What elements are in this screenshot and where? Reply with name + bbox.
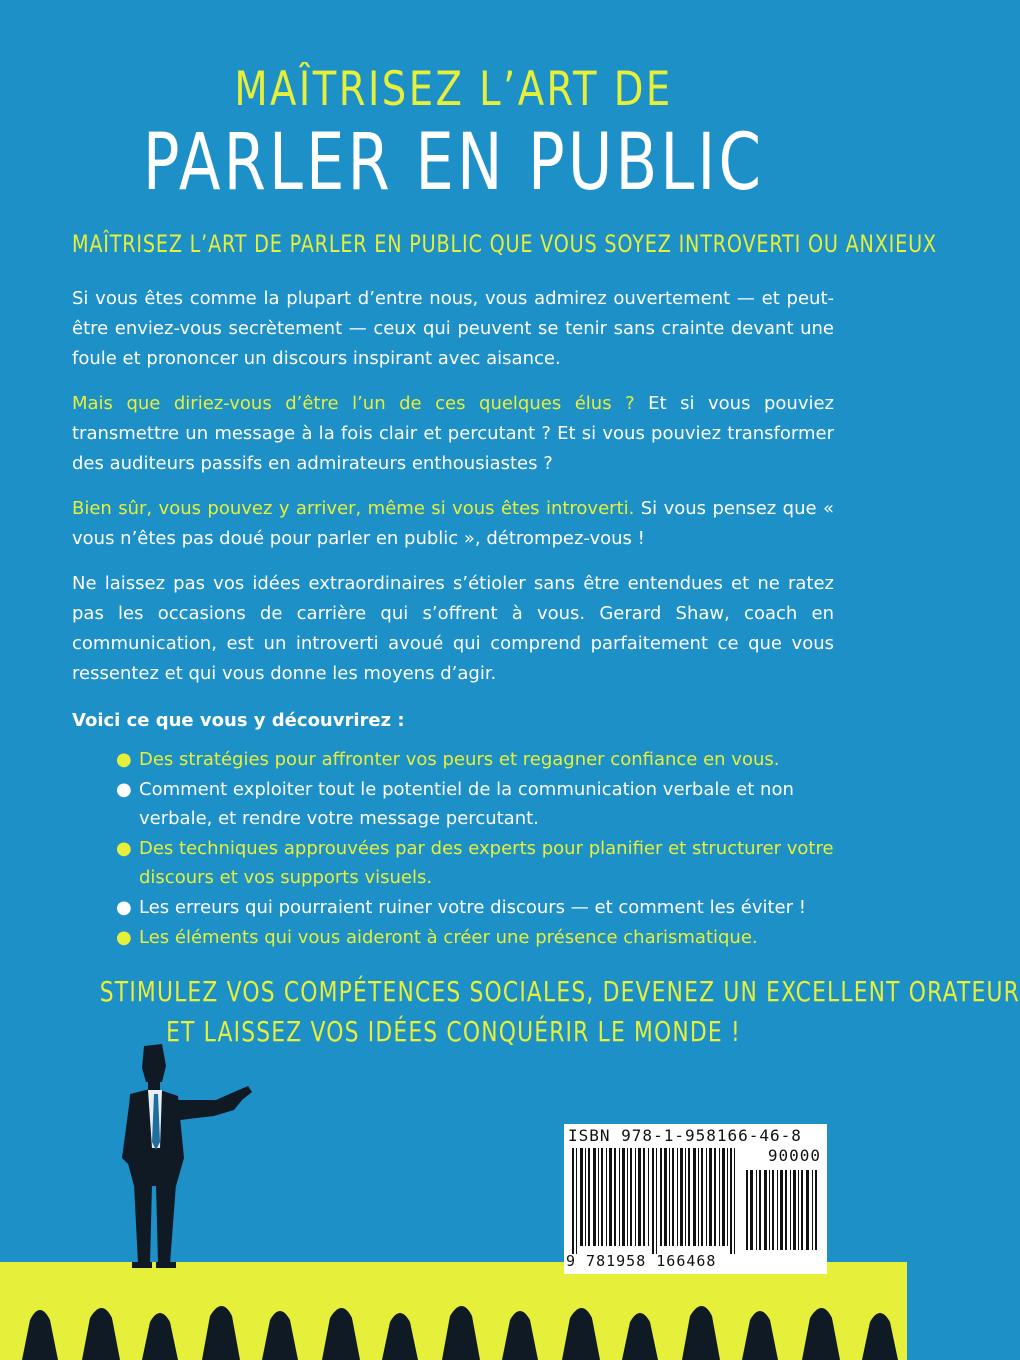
paragraph-4: Ne laissez pas vos idées extraordinaires s’étioler sans être entendues et ne ratez pas les occasions de carrière qui s’offrent à vous. Gerard Shaw, coach en communication, est un introverti avoué qui comprend parfaitement ce que vous ressentez et qui vous donne les moyens d’agir.: [72, 573, 834, 684]
list-item: ● Comment exploiter tout le potentiel de la communication verbale et non verbale, et rendre votre message percutant.: [72, 775, 834, 833]
speaker-illustration: [96, 1038, 256, 1270]
list-item: ● Les éléments qui vous aideront à créer une présence charismatique.: [72, 923, 834, 952]
bullet-icon: ●: [116, 779, 132, 800]
barcode: [564, 1124, 827, 1274]
bullet-icon: ●: [116, 927, 132, 948]
paragraph-2-rest: Et si vous pouviez transmettre un message à la fois clair et percutant ? Et si vous pouviez transformer des auditeurs passifs en admirateurs enthousiastes ?: [72, 393, 834, 474]
title-line-2: PARLER EN PUBLIC: [142, 118, 765, 208]
paragraph-3-highlight: Bien sûr, vous pouvez y arriver, même si vous êtes introverti.: [72, 498, 635, 519]
paragraph-3: [72, 494, 834, 554]
paragraph-2: [72, 389, 834, 479]
barcode-bars-icon: [572, 1148, 742, 1254]
list-item: ● Des techniques approuvées par des experts pour planifier et structurer votre discours et vos supports visuels.: [72, 834, 834, 892]
isbn-digits: 9 781958 166468: [566, 1252, 717, 1270]
list-intro: Voici ce que vous y découvrirez :: [72, 710, 405, 731]
isbn-addon: 90000: [767, 1146, 821, 1165]
bullet-icon: ●: [116, 838, 132, 859]
title-line-1: MAÎTRISEZ L’ART DE: [234, 62, 673, 117]
audience-illustration: [0, 1290, 907, 1360]
paragraph-1: Si vous êtes comme la plupart d’entre nous, vous admirez ouvertement — et peut-être enviez-vous secrètement — ceux qui peuvent se tenir sans crainte devant une foule et prononcer un discours inspirant avec aisance.: [72, 288, 834, 369]
list-item: ● Des stratégies pour affronter vos peurs et regagner confiance en vous.: [72, 745, 834, 774]
list-item: ● Les erreurs qui pourraient ruiner votre discours — et comment les éviter !: [72, 893, 834, 922]
cta-line-2: ET LAISSEZ VOS IDÉES CONQUÉRIR LE MONDE !: [166, 1015, 741, 1048]
bullet-icon: ●: [116, 749, 132, 770]
paragraph-2-highlight: Mais que diriez-vous d’être l’un de ces quelques élus ?: [72, 393, 635, 414]
bullet-icon: ●: [116, 897, 132, 918]
isbn-label: ISBN 978-1-958166-46-8: [568, 1126, 802, 1145]
cta-line-1: STIMULEZ VOS COMPÉTENCES SOCIALES, DEVENEZ UN EXCELLENT ORATEUR: [99, 975, 1020, 1008]
benefits-list: [72, 745, 834, 953]
paragraph-3-rest: Si vous pensez que « vous n’êtes pas doué pour parler en public », détrompez-vous !: [72, 498, 834, 549]
subtitle: MAÎTRISEZ L’ART DE PARLER EN PUBLIC QUE VOUS SOYEZ INTROVERTI OU ANXIEUX: [72, 230, 937, 258]
addon-bars-icon: [746, 1170, 820, 1250]
